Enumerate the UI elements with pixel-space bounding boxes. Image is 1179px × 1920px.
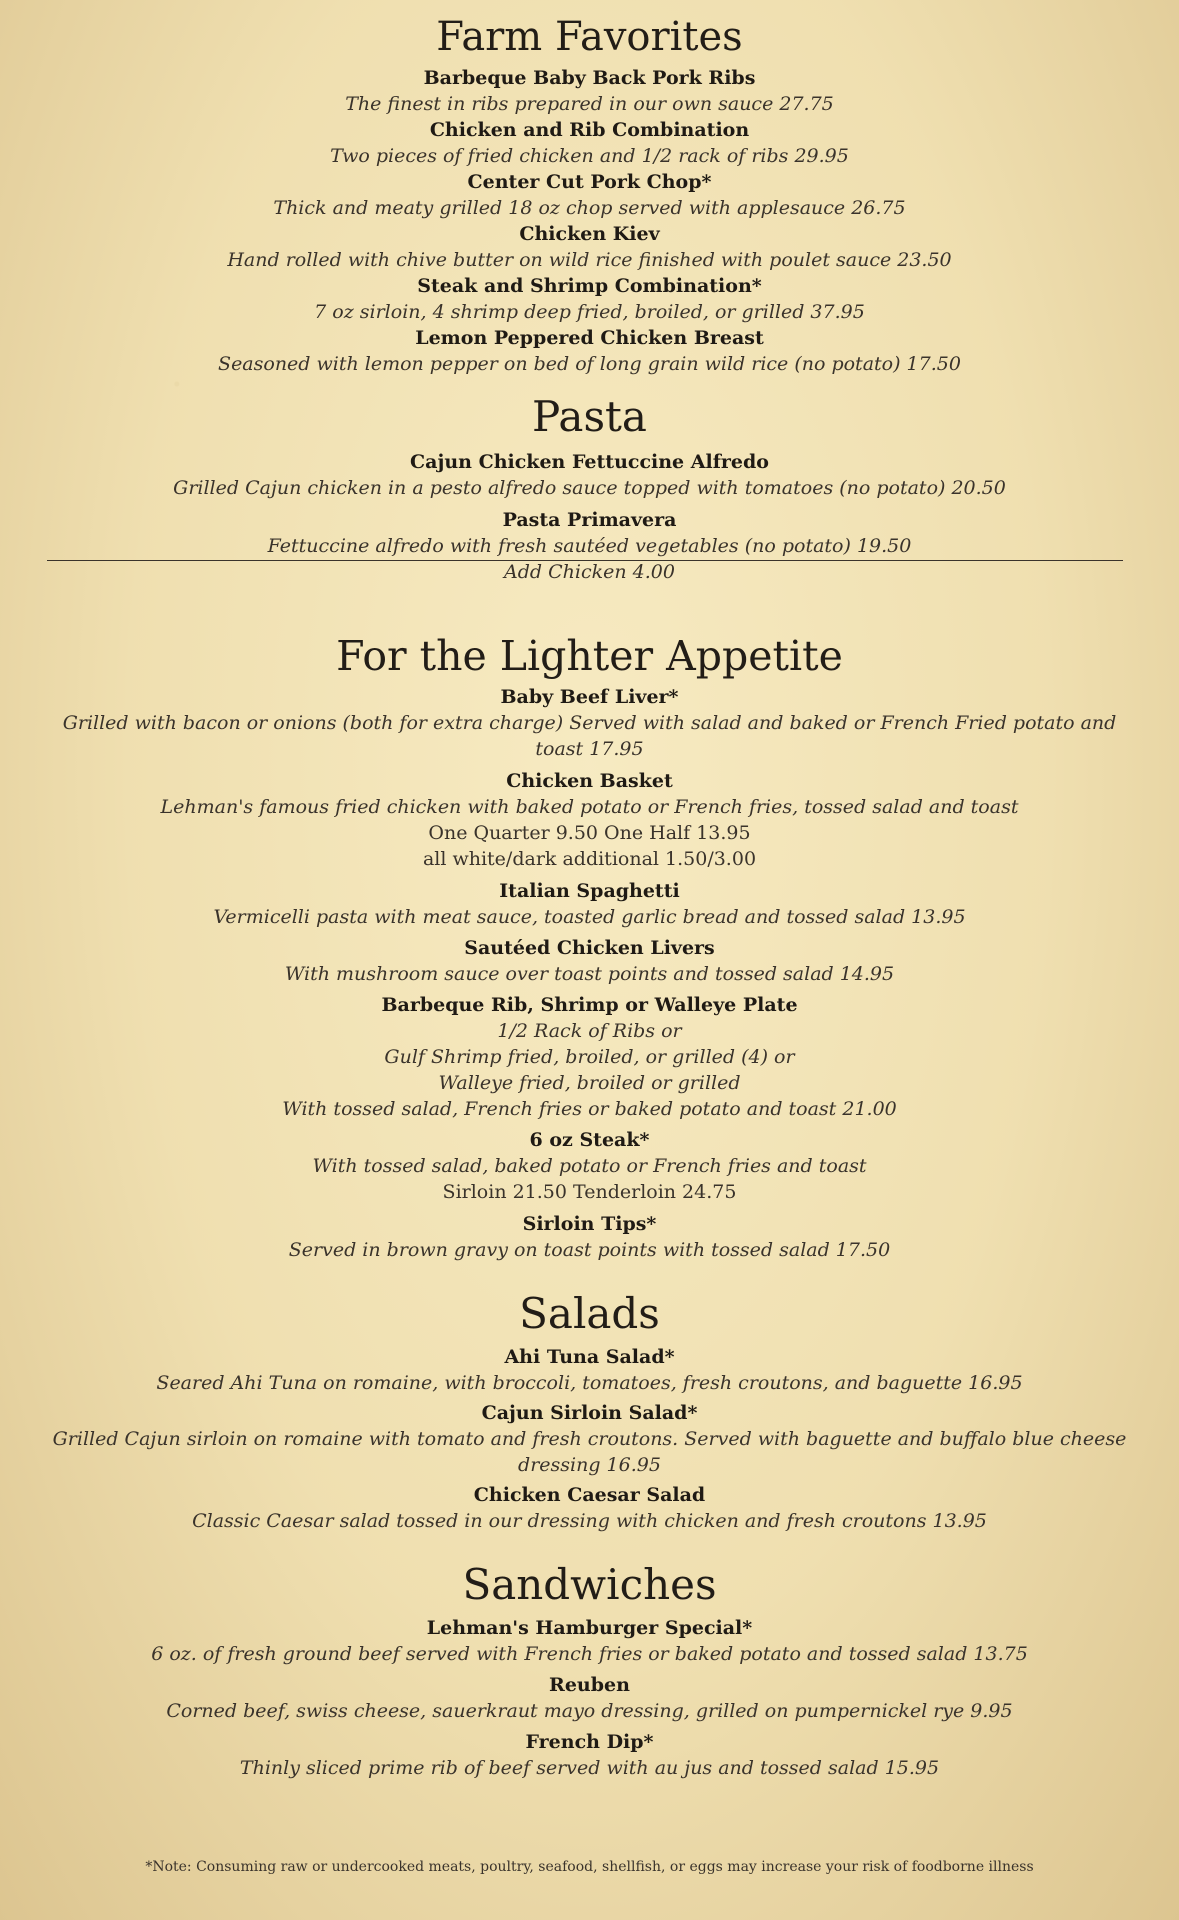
menu-item-description: With mushroom sauce over toast points and tossed salad 14.95 — [284, 963, 895, 986]
menu-item-description: Two pieces of fried chicken and 1/2 rack of ribs 29.95 — [330, 145, 849, 167]
menu-item-description: Vermicelli pasta with meat sauce, toasted garlic bread and tossed salad 13.95 — [213, 906, 966, 929]
section-farm-favorites — [0, 14, 1179, 377]
menu-item-name: Barbeque Rib, Shrimp or Walleye Plate — [381, 994, 798, 1017]
menu-item-name: Ahi Tuna Salad* — [504, 1346, 675, 1369]
menu-item-description: Served in brown gravy on toast points with tossed salad 17.50 — [288, 1239, 891, 1262]
menu-item-name: Chicken Kiev — [519, 223, 660, 245]
section-title: For the Lighter Appetite — [336, 632, 843, 680]
menu-item-description: Thick and meaty grilled 18 oz chop served with applesauce 26.75 — [273, 197, 906, 219]
menu-item-description: 6 oz. of fresh ground beef served with French fries or baked potato and tossed salad 13.75 — [151, 1643, 1028, 1666]
menu-item-description: With tossed salad, baked potato or French fries and toast — [312, 1155, 867, 1178]
menu-item-price: Sirloin 21.50 Tenderloin 24.75 — [442, 1181, 737, 1204]
menu-item-description: Grilled with bacon or onions (both for extra charge) Served with salad and baked or French Fried potato and — [62, 712, 1117, 735]
menu-item-addon: Add Chicken 4.00 — [504, 561, 675, 584]
menu-item-description: Corned beef, swiss cheese, sauerkraut mayo dressing, grilled on pumpernickel rye 9.95 — [166, 1700, 1013, 1723]
menu-item-name: French Dip* — [525, 1731, 654, 1754]
menu-item-name: Chicken and Rib Combination — [429, 119, 750, 141]
menu-item-description: 1/2 Rack of Ribs or — [497, 1020, 682, 1043]
menu-item-name: Barbeque Baby Back Pork Ribs — [423, 67, 756, 89]
menu-item-description: Grilled Cajun chicken in a pesto alfredo sauce topped with tomatoes (no potato) 20.50 — [173, 477, 1006, 500]
menu-item-name: Lemon Peppered Chicken Breast — [415, 327, 764, 349]
menu-item-name: Sirloin Tips* — [522, 1213, 657, 1236]
menu-item-description: Lehman's famous fried chicken with baked potato or French fries, tossed salad and toast — [160, 796, 1019, 819]
menu-item-name: 6 oz Steak* — [529, 1129, 650, 1152]
menu-item-name: Sautéed Chicken Livers — [464, 937, 715, 960]
menu-item-name: Baby Beef Liver* — [500, 686, 679, 709]
menu-item-description: Classic Caesar salad tossed in our dressing with chicken and fresh croutons 13.95 — [192, 1510, 987, 1533]
section-pasta — [0, 393, 1179, 585]
menu-item-name: Chicken Caesar Salad — [473, 1484, 706, 1507]
section-title: Farm Favorites — [436, 14, 743, 60]
menu-item-description: The finest in ribs prepared in our own sauce 27.75 — [345, 93, 834, 115]
section-salads — [0, 1290, 1179, 1534]
menu-item-name: Reuben — [549, 1674, 630, 1697]
menu-item-name: Pasta Primavera — [502, 509, 677, 532]
section-lighter-appetite — [0, 633, 1179, 1263]
section-title: Sandwiches — [462, 1560, 717, 1609]
menu-item-description: Seared Ahi Tuna on romaine, with broccoli, tomatoes, fresh croutons, and baguette 16.95 — [156, 1372, 1023, 1395]
menu-item-description: Walleye fried, broiled or grilled — [438, 1072, 741, 1095]
section-title: Pasta — [532, 392, 647, 441]
menu-item-name: Chicken Basket — [506, 770, 673, 793]
allergy-footnote: *Note: Consuming raw or undercooked meats, poultry, seafood, shellfish, or eggs may increase your risk of foodborne illness — [145, 1859, 1034, 1875]
menu-item-description: 7 oz sirloin, 4 shrimp deep fried, broiled, or grilled 37.95 — [314, 301, 865, 323]
section-sandwiches — [0, 1561, 1179, 1781]
menu-item-name: Cajun Sirloin Salad* — [481, 1402, 698, 1425]
menu-item-description: Seasoned with lemon pepper on bed of long grain wild rice (no potato) 17.50 — [218, 353, 961, 375]
menu-item-name: Steak and Shrimp Combination* — [417, 275, 762, 297]
menu-item-description: dressing 16.95 — [518, 1454, 661, 1477]
menu-item-description: Thinly sliced prime rib of beef served with au jus and tossed salad 15.95 — [239, 1757, 940, 1780]
section-title: Salads — [519, 1289, 660, 1338]
menu-item-note: all white/dark additional 1.50/3.00 — [422, 848, 757, 871]
menu-item-name: Center Cut Pork Chop* — [467, 171, 712, 193]
divider-line — [47, 560, 1123, 561]
menu-item-name: Lehman's Hamburger Special* — [426, 1617, 753, 1640]
menu-item-description: toast 17.95 — [535, 738, 644, 761]
menu-item-name: Cajun Chicken Fettuccine Alfredo — [410, 451, 769, 474]
menu-item-price: One Quarter 9.50 One Half 13.95 — [428, 822, 751, 845]
menu-item-description: Hand rolled with chive butter on wild rice finished with poulet sauce 23.50 — [227, 249, 952, 271]
menu-item-description: Gulf Shrimp fried, broiled, or grilled (4) or — [384, 1046, 795, 1069]
menu-item-name: Italian Spaghetti — [499, 880, 680, 903]
menu-item-description: With tossed salad, French fries or baked potato and toast 21.00 — [282, 1098, 897, 1121]
menu-item-description: Grilled Cajun sirloin on romaine with tomato and fresh croutons. Served with baguette and buffalo blue cheese — [52, 1428, 1127, 1451]
menu-item-description: Fettuccine alfredo with fresh sautéed vegetables (no potato) 19.50 — [267, 535, 912, 558]
